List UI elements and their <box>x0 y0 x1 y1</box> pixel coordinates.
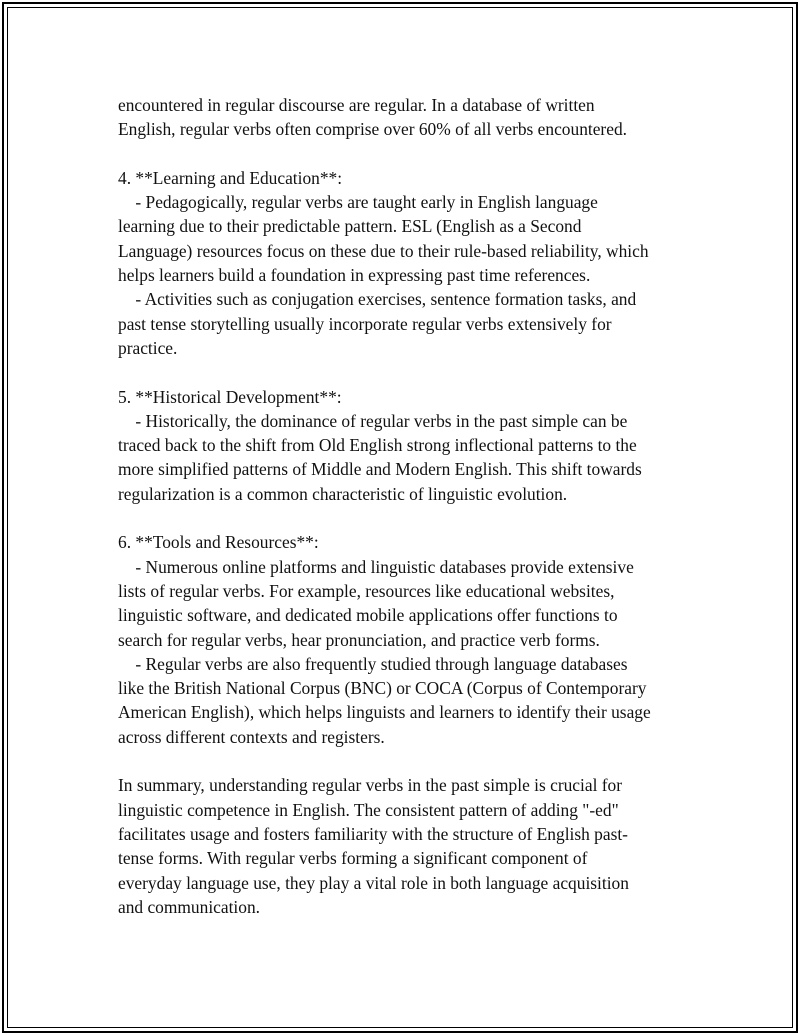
section-heading: 4. **Learning and Education**: <box>118 167 343 188</box>
paragraph-gap <box>118 749 688 773</box>
section-heading: 6. **Tools and Resources**: <box>118 532 319 553</box>
text-line: tense forms. With regular verbs forming a significant component of <box>118 848 588 869</box>
paragraph-gap <box>118 360 688 384</box>
text-line: - Activities such as conjugation exercises, sentence formation tasks, and <box>118 289 637 310</box>
bullet-historically <box>118 409 688 506</box>
text-line: - Pedagogically, regular verbs are taught early in English language <box>118 192 598 213</box>
text-line: traced back to the shift from Old English strong inflectional patterns to the <box>118 435 637 456</box>
text-line: - Historically, the dominance of regular verbs in the past simple can be <box>118 410 628 431</box>
text-line: practice. <box>118 337 178 358</box>
paragraph-summary <box>118 773 688 919</box>
bullet-pedagogically <box>118 190 688 287</box>
text-line: linguistic competence in English. The consistent pattern of adding "-ed" <box>118 799 619 820</box>
section-learning-and-education <box>118 166 688 360</box>
text-line: regularization is a common characteristic of linguistic evolution. <box>118 483 568 504</box>
text-line: helps learners build a foundation in expressing past time references. <box>118 265 591 286</box>
document-body <box>118 93 688 919</box>
paragraph-gap <box>118 142 688 166</box>
text-line: In summary, understanding regular verbs in the past simple is crucial for <box>118 775 623 796</box>
bullet-language-databases <box>118 652 688 749</box>
paragraph-regular-discourse <box>118 93 688 142</box>
text-line: across different contexts and registers. <box>118 726 385 747</box>
text-line: - Numerous online platforms and linguistic databases provide extensive <box>118 556 634 577</box>
text-line: and communication. <box>118 896 260 917</box>
text-line: like the British National Corpus (BNC) or COCA (Corpus of Contemporary <box>118 678 647 699</box>
text-line: more simplified patterns of Middle and Modern English. This shift towards <box>118 459 642 480</box>
text-line: learning due to their predictable pattern. ESL (English as a Second <box>118 216 582 237</box>
section-historical-development <box>118 385 688 506</box>
text-line: linguistic software, and dedicated mobile applications offer functions to <box>118 605 618 626</box>
text-line: lists of regular verbs. For example, resources like educational websites, <box>118 580 615 601</box>
section-heading: 5. **Historical Development**: <box>118 386 342 407</box>
text-line: English, regular verbs often comprise over 60% of all verbs encountered. <box>118 119 627 140</box>
text-line: everyday language use, they play a vital role in both language acquisition <box>118 872 629 893</box>
section-tools-and-resources <box>118 530 688 749</box>
bullet-activities <box>118 287 688 360</box>
text-line: search for regular verbs, hear pronunciation, and practice verb forms. <box>118 629 600 650</box>
text-line: facilitates usage and fosters familiarity with the structure of English past- <box>118 823 628 844</box>
paragraph-gap <box>118 506 688 530</box>
text-line: encountered in regular discourse are regular. In a database of written <box>118 95 595 115</box>
text-line: past tense storytelling usually incorporate regular verbs extensively for <box>118 313 612 334</box>
bullet-online-platforms <box>118 555 688 652</box>
text-line: American English), which helps linguists and learners to identify their usage <box>118 702 651 723</box>
text-line: Language) resources focus on these due to their rule-based reliability, which <box>118 240 649 261</box>
text-line: - Regular verbs are also frequently studied through language databases <box>118 653 628 674</box>
